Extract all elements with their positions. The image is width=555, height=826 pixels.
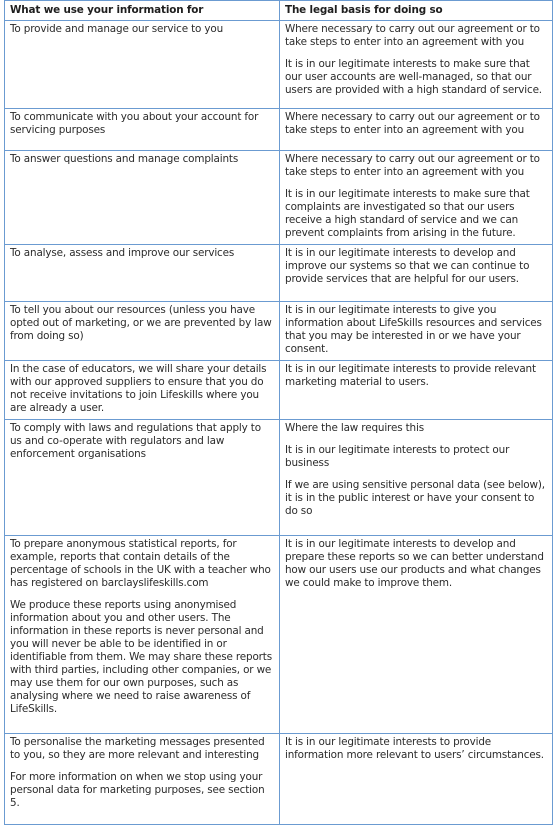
legal-basis-paragraph: If we are using sensitive personal data (see below), it is in the public interest or have your consent to do so: [285, 479, 545, 517]
purpose-cell: [5, 361, 280, 420]
table-row: [5, 151, 553, 245]
legal-basis-cell: [280, 109, 553, 151]
legal-basis-paragraph: Where necessary to carry out our agreement or to take steps to enter into an agreement with you: [285, 153, 540, 178]
purpose-cell: [5, 151, 280, 245]
purpose-paragraph: To communicate with you about your account for servicing purposes: [10, 111, 259, 136]
purpose-paragraph: To personalise the marketing messages presented to you, so they are more relevant and interesting: [10, 736, 265, 761]
purpose-paragraph: To prepare anonymous statistical reports, for example, reports that contain details of the percentage of schools in the UK with a teacher who has registered on barclayslifeskills.com: [10, 538, 271, 589]
table-row: [5, 536, 553, 734]
purpose-cell: [5, 420, 280, 536]
purpose-paragraph: To answer questions and manage complaints: [10, 153, 239, 165]
table-row: [5, 21, 553, 109]
legal-basis-cell: [280, 734, 553, 825]
legal-basis-cell: [280, 361, 553, 420]
legal-basis-table: [4, 0, 553, 825]
purpose-cell: [5, 734, 280, 825]
legal-basis-paragraph: It is in our legitimate interests to provide relevant marketing material to users.: [285, 363, 536, 388]
legal-basis-cell: [280, 536, 553, 734]
table-row: [5, 245, 553, 302]
legal-basis-paragraph: It is in our legitimate interests to develop and prepare these reports so we can better understand how our users use our products and what changes we could make to improve them.: [285, 538, 544, 589]
purpose-paragraph: To tell you about our resources (unless you have opted out of marketing, or we are prevented by law from doing so): [10, 304, 272, 342]
purpose-paragraph: To provide and manage our service to you: [10, 23, 224, 35]
table-header-row: [5, 1, 553, 21]
legal-basis-paragraph: Where necessary to carry out our agreement or to take steps to enter into an agreement with you: [285, 23, 540, 48]
legal-basis-cell: [280, 21, 553, 109]
table-row: [5, 734, 553, 825]
purpose-paragraph: To analyse, assess and improve our services: [10, 247, 235, 259]
legal-basis-cell: [280, 302, 553, 361]
legal-basis-paragraph: It is in our legitimate interests to make sure that complaints are investigated so that our users receive a high standard of service and we can prevent complaints from arising in the future.: [285, 188, 530, 239]
purpose-paragraph: In the case of educators, we will share your details with our approved suppliers to ensure that you do not receive invitations to join Lifeskills where you are already a user.: [10, 363, 267, 414]
header-purpose: What we use your information for: [5, 1, 280, 21]
legal-basis-paragraph: It is in our legitimate interests to provide information more relevant to users’ circumstances.: [285, 736, 544, 761]
purpose-paragraph: For more information on when we stop using your personal data for marketing purposes, see section 5.: [10, 771, 265, 809]
legal-basis-paragraph: Where the law requires this: [285, 422, 424, 434]
legal-basis-cell: [280, 420, 553, 536]
purpose-cell: [5, 109, 280, 151]
table-row: [5, 361, 553, 420]
purpose-cell: [5, 245, 280, 302]
table-row: [5, 109, 553, 151]
legal-basis-paragraph: It is in our legitimate interests to develop and improve our systems so that we can continue to provide services that are helpful for our users.: [285, 247, 530, 285]
purpose-paragraph: We produce these reports using anonymised information about you and other users. The information in these reports is never personal and you will never be able to be identified in or identifiable from them. We may share these reports with third parties, including other companies, or we may use them for our own purposes, such as analysing where we need to raise awareness of LifeSkills.: [10, 599, 272, 715]
legal-basis-cell: [280, 151, 553, 245]
legal-basis-cell: [280, 245, 553, 302]
legal-basis-paragraph: Where necessary to carry out our agreement or to take steps to enter into an agreement with you: [285, 111, 540, 136]
legal-basis-paragraph: It is in our legitimate interests to make sure that our user accounts are well-managed, so that our users are provided with a high standard of service.: [285, 58, 542, 96]
table-row: [5, 302, 553, 361]
purpose-paragraph: To comply with laws and regulations that apply to us and co-operate with regulators and law enforcement organisations: [10, 422, 261, 460]
purpose-cell: [5, 536, 280, 734]
header-legal-basis: The legal basis for doing so: [280, 1, 553, 21]
legal-basis-paragraph: It is in our legitimate interests to protect our business: [285, 444, 510, 469]
legal-basis-paragraph: It is in our legitimate interests to give you information about LifeSkills resources and services that you may be interested in or we have your consent.: [285, 304, 542, 355]
table-row: [5, 420, 553, 536]
purpose-cell: [5, 21, 280, 109]
purpose-cell: [5, 302, 280, 361]
